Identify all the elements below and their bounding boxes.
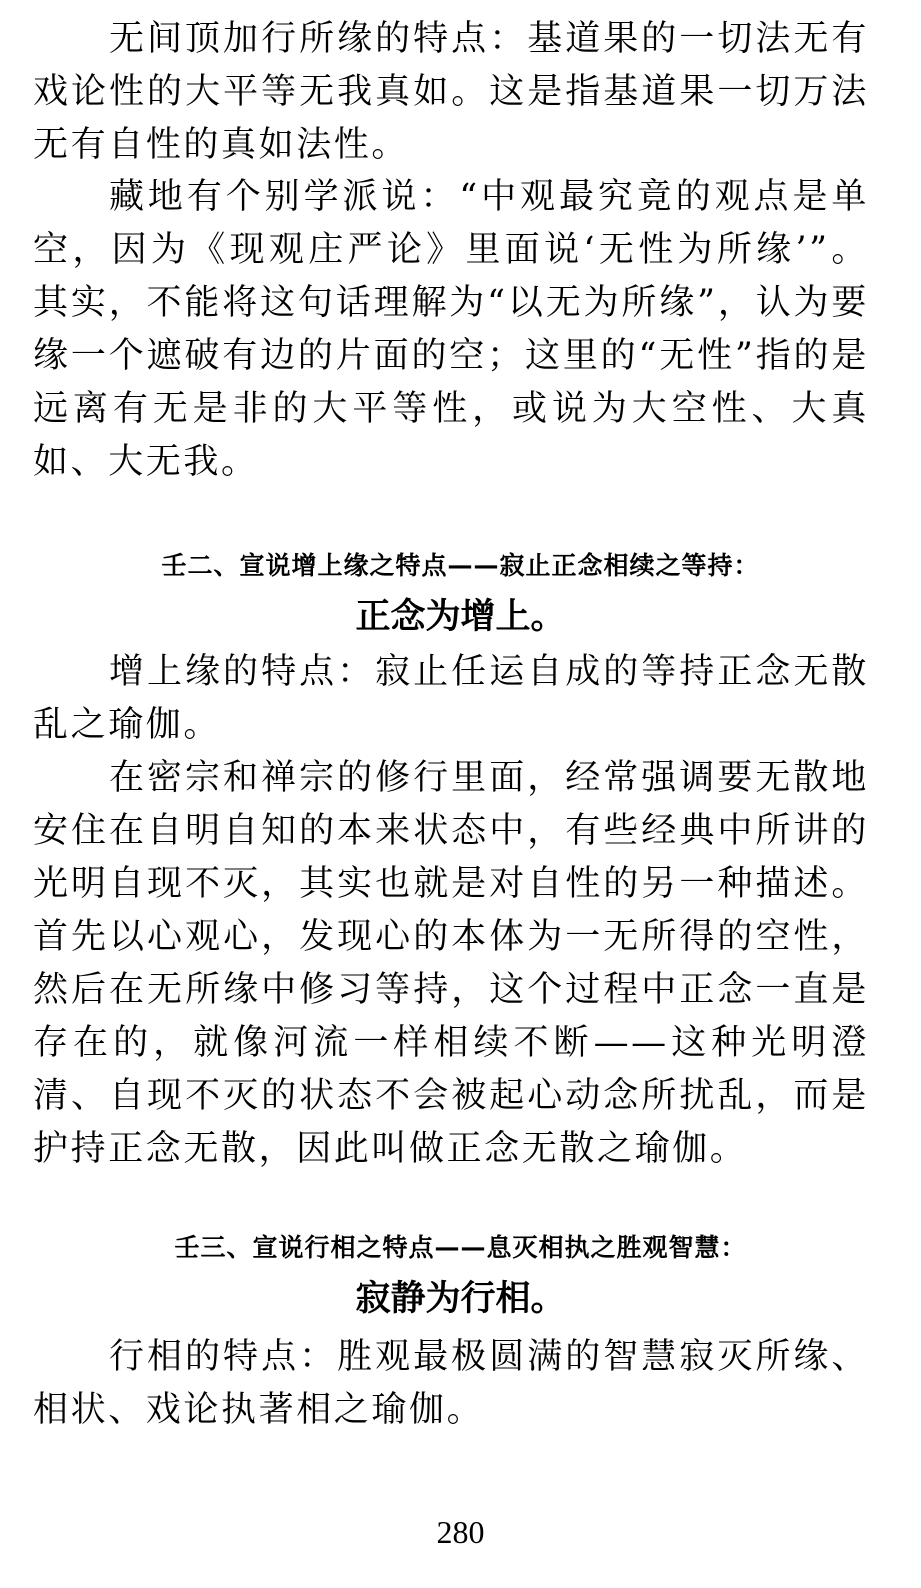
paragraph-ren-er-1: 增上缘的特点：寂止任运自成的等持正念无散乱之瑜伽。 <box>33 652 869 745</box>
page-number: 280 <box>436 1514 485 1550</box>
paragraph-intro-1: 无间顶加行所缘的特点：基道果的一切法无有戏论性的大平等无我真如。这是指基道果一切万法无有自性的真如法性。 <box>33 19 869 165</box>
section-heading-ren-er: 壬二、宣说增上缘之特点——寂止正念相续之等持： <box>161 551 760 580</box>
section-heading-ren-san: 壬三、宣说行相之特点——息灭相执之胜观智慧： <box>174 1233 747 1262</box>
paragraph-ren-san-1: 行相的特点：胜观最极圆满的智慧寂灭所缘、相状、戏论执著相之瑜伽。 <box>33 1337 869 1430</box>
root-verse-ren-er: 正念为增上。 <box>355 597 566 637</box>
paragraph-intro-2: 藏地有个别学派说：“中观最究竟的观点是单空，因为《现观庄严论》里面说‘无性为所缘’”。其实，不能将这句话理解为“以无为所缘”，认为要缘一个遮破有边的片面的空；这里的“无性”指的是远离有无是非的大平等性，或说为大空性、大真如、大无我。 <box>33 177 869 482</box>
root-verse-ren-san: 寂静为行相。 <box>355 1279 566 1319</box>
paragraph-ren-er-2: 在密宗和禅宗的修行里面，经常强调要无散地安住在自明自知的本来状态中，有些经典中所讲的光明自现不灭，其实也就是对自性的另一种描述。首先以心观心，发现心的本体为一无所得的空性，然后在无所缘中修习等持，这个过程中正念一直是存在的，就像河流一样相续不断——这种光明澄清、自现不灭的状态不会被起心动念所扰乱，而是护持正念无散，因此叫做正念无散之瑜伽。 <box>33 758 869 1169</box>
